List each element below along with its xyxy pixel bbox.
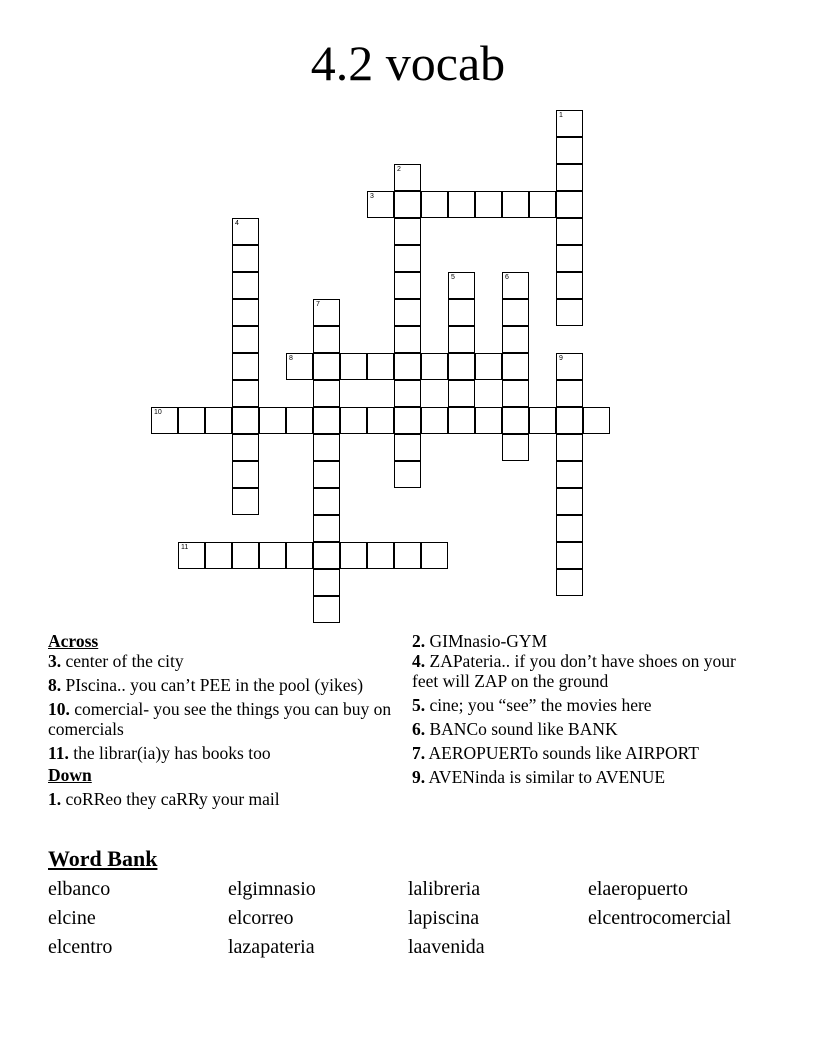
word-bank-column: [408, 875, 485, 962]
crossword-cell[interactable]: [556, 434, 583, 461]
clue-across-11: 11. the librar(ia)y has books too: [48, 743, 271, 763]
crossword-cell[interactable]: [178, 542, 205, 569]
crossword-cell[interactable]: [313, 353, 340, 380]
crossword-cell[interactable]: [448, 353, 475, 380]
crossword-cell[interactable]: [313, 380, 340, 407]
crossword-cell[interactable]: [394, 245, 421, 272]
crossword-cell[interactable]: [394, 461, 421, 488]
clue-number: 2: [397, 166, 401, 173]
crossword-cell[interactable]: [421, 353, 448, 380]
crossword-cell[interactable]: [232, 272, 259, 299]
clue-number: 10: [154, 409, 162, 416]
crossword-cell[interactable]: [502, 434, 529, 461]
crossword-cell[interactable]: [556, 407, 583, 434]
crossword-cell[interactable]: [394, 299, 421, 326]
crossword-cell[interactable]: [448, 407, 475, 434]
crossword-cell[interactable]: [421, 542, 448, 569]
crossword-cell[interactable]: [232, 380, 259, 407]
word-bank-item: elgimnasio: [228, 878, 316, 900]
word-bank-column: [588, 875, 731, 933]
crossword-cell[interactable]: [394, 353, 421, 380]
crossword-cell[interactable]: [259, 407, 286, 434]
crossword-cell[interactable]: [367, 407, 394, 434]
crossword-cell[interactable]: [394, 326, 421, 353]
clue-down-4: 4. ZAPateria.. if you don’t have shoes on your feet will ZAP on the ground: [412, 651, 736, 691]
crossword-cell[interactable]: [313, 461, 340, 488]
word-bank-item: lazapateria: [228, 936, 315, 958]
crossword-cell[interactable]: [313, 299, 340, 326]
crossword-cell[interactable]: [448, 326, 475, 353]
crossword-cell[interactable]: [502, 407, 529, 434]
crossword-cell[interactable]: [394, 380, 421, 407]
crossword-cell[interactable]: [394, 191, 421, 218]
crossword-cell[interactable]: [556, 272, 583, 299]
word-bank-item: elcentrocomercial: [588, 907, 732, 929]
clue-number: 5: [451, 274, 455, 281]
crossword-cell[interactable]: [394, 434, 421, 461]
across-heading: Across: [48, 631, 99, 651]
crossword-cell[interactable]: [502, 380, 529, 407]
clue-number: 4: [235, 220, 239, 227]
word-bank-title: Word Bank: [48, 846, 158, 871]
word-bank-column: [48, 875, 112, 962]
clue-number: 7: [316, 301, 320, 308]
clue-number: 3: [370, 193, 374, 200]
crossword-cell[interactable]: [475, 353, 502, 380]
word-bank-item: lalibreria: [408, 878, 481, 900]
crossword-cell[interactable]: [232, 245, 259, 272]
clues-right-column: [412, 631, 742, 791]
crossword-cell[interactable]: [313, 596, 340, 623]
crossword-cell[interactable]: [232, 488, 259, 515]
crossword-cell[interactable]: [556, 164, 583, 191]
crossword-cell[interactable]: [583, 407, 610, 434]
crossword-cell[interactable]: [556, 488, 583, 515]
clue-number: 8: [289, 355, 293, 362]
crossword-cell[interactable]: [448, 272, 475, 299]
crossword-cell[interactable]: [421, 407, 448, 434]
clue-number: 6: [505, 274, 509, 281]
crossword-cell[interactable]: [205, 407, 232, 434]
crossword-cell[interactable]: [556, 353, 583, 380]
clue-across-10: 10. comercial- you see the things you can buy on comercials: [48, 699, 392, 739]
clues-left-column: [48, 631, 393, 813]
clue-down-9: 9. AVENinda is similar to AVENUE: [412, 767, 666, 787]
crossword-cell[interactable]: [556, 515, 583, 542]
crossword-cell[interactable]: [394, 407, 421, 434]
word-bank-column: [228, 875, 316, 962]
crossword-cell[interactable]: [556, 245, 583, 272]
page-title: 4.2 vocab: [310, 35, 506, 91]
crossword-cell[interactable]: [313, 569, 340, 596]
crossword-cell[interactable]: [529, 407, 556, 434]
crossword-cell[interactable]: [340, 542, 367, 569]
word-bank-item: elcorreo: [228, 907, 294, 929]
crossword-cell[interactable]: [286, 407, 313, 434]
word-bank-item: elcine: [48, 907, 96, 929]
crossword-cell[interactable]: [394, 272, 421, 299]
crossword-cell[interactable]: [556, 110, 583, 137]
crossword-cell[interactable]: [232, 353, 259, 380]
crossword-cell[interactable]: [475, 407, 502, 434]
crossword-cell[interactable]: [205, 542, 232, 569]
clue-down-2: 2. GIMnasio-GYM: [412, 631, 548, 651]
crossword-cell[interactable]: [502, 191, 529, 218]
crossword-cell[interactable]: [556, 299, 583, 326]
crossword-cell[interactable]: [394, 164, 421, 191]
crossword-cell[interactable]: [448, 299, 475, 326]
clue-down-7: 7. AEROPUERTo sounds like AIRPORT: [412, 743, 699, 763]
crossword-cell[interactable]: [313, 326, 340, 353]
crossword-cell[interactable]: [556, 380, 583, 407]
crossword-cell[interactable]: [232, 218, 259, 245]
word-bank-item: elaeropuerto: [588, 878, 688, 900]
clue-across-8: 8. PIscina.. you can’t PEE in the pool (yikes): [48, 675, 364, 695]
crossword-cell[interactable]: [232, 461, 259, 488]
crossword-cell[interactable]: [232, 542, 259, 569]
word-bank-item: elbanco: [48, 878, 111, 900]
crossword-cell[interactable]: [556, 542, 583, 569]
crossword-cell[interactable]: [232, 299, 259, 326]
crossword-cell[interactable]: [232, 326, 259, 353]
crossword-cell[interactable]: [448, 191, 475, 218]
crossword-cell[interactable]: [340, 353, 367, 380]
clue-down-1: 1. coRReo they caRRy your mail: [48, 789, 280, 809]
clue-number: 1: [559, 112, 563, 119]
crossword-cell[interactable]: [313, 407, 340, 434]
crossword-cell[interactable]: [556, 569, 583, 596]
crossword-cell[interactable]: [367, 191, 394, 218]
crossword-cell[interactable]: [178, 407, 205, 434]
crossword-cell[interactable]: [394, 542, 421, 569]
crossword-cell[interactable]: [502, 326, 529, 353]
crossword-cell[interactable]: [502, 299, 529, 326]
crossword-cell[interactable]: [556, 218, 583, 245]
crossword-cell[interactable]: [502, 353, 529, 380]
crossword-cell[interactable]: [556, 461, 583, 488]
crossword-cell[interactable]: [367, 542, 394, 569]
clue-number: 11: [181, 544, 189, 551]
clue-across-3: 3. center of the city: [48, 651, 184, 671]
clue-down-5: 5. cine; you “see” the movies here: [412, 695, 652, 715]
crossword-cell[interactable]: [448, 380, 475, 407]
clue-number: 9: [559, 355, 563, 362]
crossword-cell[interactable]: [367, 353, 394, 380]
clue-down-6: 6. BANCo sound like BANK: [412, 719, 618, 739]
down-heading: Down: [48, 765, 92, 785]
crossword-cell[interactable]: [556, 137, 583, 164]
crossword-cell[interactable]: [394, 218, 421, 245]
crossword-cell[interactable]: [286, 353, 313, 380]
crossword-cell[interactable]: [313, 434, 340, 461]
word-bank-item: elcentro: [48, 936, 113, 958]
crossword-cell[interactable]: [313, 488, 340, 515]
word-bank-item: lapiscina: [408, 907, 480, 929]
crossword-cell[interactable]: [313, 542, 340, 569]
crossword-cell[interactable]: [313, 515, 340, 542]
crossword-cell[interactable]: [421, 191, 448, 218]
crossword-cell[interactable]: [475, 191, 502, 218]
crossword-cell[interactable]: [286, 542, 313, 569]
crossword-cell[interactable]: [502, 272, 529, 299]
crossword-cell[interactable]: [340, 407, 367, 434]
crossword-cell[interactable]: [151, 407, 178, 434]
crossword-cell[interactable]: [556, 191, 583, 218]
crossword-cell[interactable]: [232, 434, 259, 461]
crossword-cell[interactable]: [232, 407, 259, 434]
crossword-cell[interactable]: [259, 542, 286, 569]
word-bank-item: laavenida: [408, 936, 485, 958]
crossword-cell[interactable]: [529, 191, 556, 218]
